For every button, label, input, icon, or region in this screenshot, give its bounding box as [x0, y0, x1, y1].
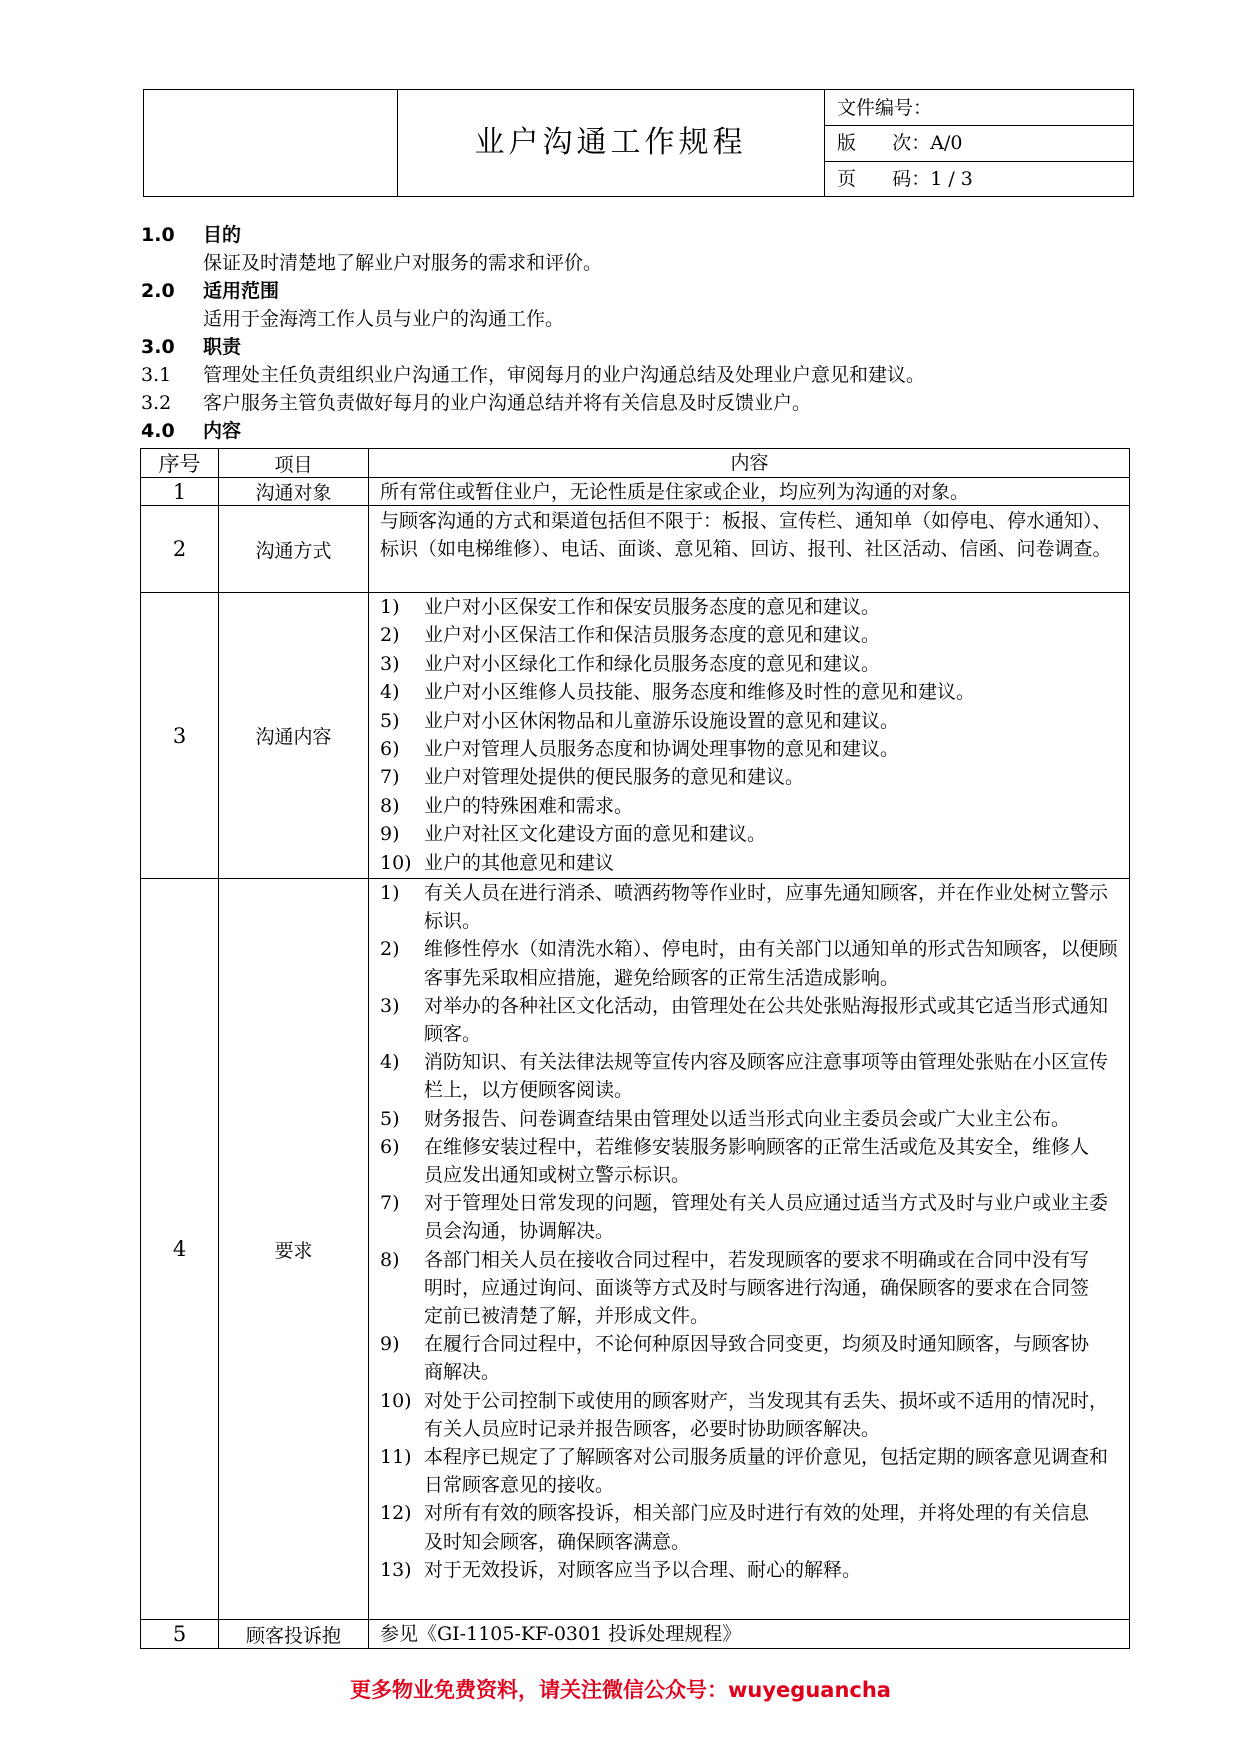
- list-item: 1) 有关人员在进行消杀、喷洒药物等作业时，应事先通知顾客，并在作业处树立警示标识。: [380, 882, 1109, 933]
- row-item: 要求: [219, 879, 369, 1619]
- content-table: [140, 448, 1130, 1649]
- document-header: [143, 89, 1134, 197]
- page-number-label: 页 码：1 / 3: [837, 168, 973, 190]
- row-item: 沟通内容: [219, 593, 369, 878]
- list-item: 5) 财务报告、问卷调查结果由管理处以适当形式向业主委员会或广大业主公布。: [380, 1107, 1071, 1130]
- table-row: [141, 478, 1129, 506]
- row-content: 与顾客沟通的方式和渠道包括但不限于：板报、宣传栏、通知单（如停电、停水通知）、标识（如电梯维修）、电话、面谈、意见箱、回访、报刊、社区活动、信函、问卷调查。: [380, 510, 1112, 561]
- doc-number-label: 文件编号：: [837, 97, 933, 119]
- column-header-item: 项目: [219, 449, 369, 477]
- table-row: [141, 506, 1129, 593]
- list-item: 8) 业户的特殊困难和需求。: [380, 794, 634, 817]
- list-item: 9) 在履行合同过程中，不论何种原因导致合同变更，均须及时通知顾客，与顾客协商解决。: [380, 1333, 1090, 1384]
- document-title: 业户沟通工作规程: [474, 125, 747, 160]
- column-header-content: 内容: [730, 452, 769, 474]
- table-row: [141, 1620, 1129, 1648]
- list-item: 11) 本程序已规定了了解顾客对公司服务质量的评价意见，包括定期的顾客意见调查和日常顾客意见的接收。: [380, 1446, 1109, 1497]
- table-header-row: [141, 449, 1129, 478]
- row-item: 沟通方式: [219, 506, 369, 592]
- row-seq: 4: [141, 879, 219, 1619]
- row-seq: 1: [141, 478, 219, 505]
- list-item: 4) 业户对小区维修人员技能、服务态度和维修及时性的意见和建议。: [380, 681, 976, 704]
- list-item: 3) 业户对小区绿化工作和绿化员服务态度的意见和建议。: [380, 652, 881, 675]
- list-item: 1) 业户对小区保安工作和保安员服务态度的意见和建议。: [380, 596, 881, 618]
- section-body: 适用于金海湾工作人员与业户的沟通工作。: [203, 308, 565, 330]
- row-content-list: [369, 593, 1129, 878]
- list-item: 6) 在维修安装过程中，若维修安装服务影响顾客的正常生活或危及其安全，维修人员应发出通知或树立警示标识。: [380, 1135, 1090, 1187]
- list-item: 10) 业户的其他意见和建议: [380, 851, 615, 874]
- list-item: 2) 业户对小区保洁工作和保洁员服务态度的意见和建议。: [380, 624, 881, 647]
- list-item: 13) 对于无效投诉，对顾客应当予以合理、耐心的解释。: [380, 1558, 862, 1581]
- table-row: [141, 879, 1129, 1620]
- section-body: 保证及时清楚地了解业户对服务的需求和评价。: [203, 252, 603, 274]
- row-content: 参见《GI-1105-KF-0301 投诉处理规程》: [380, 1623, 742, 1645]
- row-content: 所有常住或暂住业户，无论性质是住家或企业，均应列为沟通的对象。: [380, 481, 970, 503]
- list-item: 7) 业户对管理处提供的便民服务的意见和建议。: [380, 766, 805, 789]
- header-divider: [824, 90, 825, 196]
- row-content-list: [369, 879, 1129, 1619]
- list-item: 9) 业户对社区文化建设方面的意见和建议。: [380, 823, 767, 846]
- row-seq: 3: [141, 593, 219, 878]
- table-row: [141, 593, 1129, 879]
- list-item: 7) 对于管理处日常发现的问题，管理处有关人员应通过适当方式及时与业户或业主委员会沟通，协调解决。: [380, 1192, 1109, 1243]
- list-item: 4) 消防知识、有关法律法规等宣传内容及顾客应注意事项等由管理处张贴在小区宣传栏上，以方便顾客阅读。: [380, 1051, 1109, 1102]
- list-item: 12) 对所有有效的顾客投诉，相关部门应及时进行有效的处理，并将处理的有关信息及时知会顾客，确保顾客满意。: [380, 1502, 1090, 1553]
- column-header-seq: 序号: [141, 449, 219, 477]
- row-item: 沟通对象: [219, 478, 369, 505]
- row-item: 顾客投诉抱: [219, 1620, 369, 1648]
- list-item: 3) 对举办的各种社区文化活动，由管理处在公共处张贴海报形式或其它适当形式通知顾客。: [380, 994, 1109, 1046]
- list-item: 8) 各部门相关人员在接收合同过程中，若发现顾客的要求不明确或在合同中没有写明时，应通过询问、面谈等方式及时与顾客进行沟通，确保顾客的要求在合同签定前已被清楚了解，并形成文件。: [380, 1248, 1090, 1328]
- row-seq: 5: [141, 1620, 219, 1648]
- version-label: 版 次：A/0: [837, 132, 963, 154]
- footer-promo-text: 更多物业免费资料，请关注微信公众号：wuyeguancha: [350, 1678, 891, 1702]
- list-item: 5) 业户对小区休闲物品和儿童游乐设施设置的意见和建议。: [380, 709, 900, 732]
- list-item: 10) 对处于公司控制下或使用的顾客财产，当发现其有丢失、损坏或不适用的情况时，有关人员应时记录并报告顾客，必要时协助顾客解决。: [380, 1389, 1109, 1440]
- list-item: 2) 维修性停水（如清洗水箱）、停电时，由有关部门以通知单的形式告知顾客，以便顾客事先采取相应措施，避免给顾客的正常生活造成影响。: [380, 938, 1118, 989]
- row-seq: 2: [141, 506, 219, 592]
- list-item: 6) 业户对管理人员服务态度和协调处理事物的意见和建议。: [380, 738, 900, 761]
